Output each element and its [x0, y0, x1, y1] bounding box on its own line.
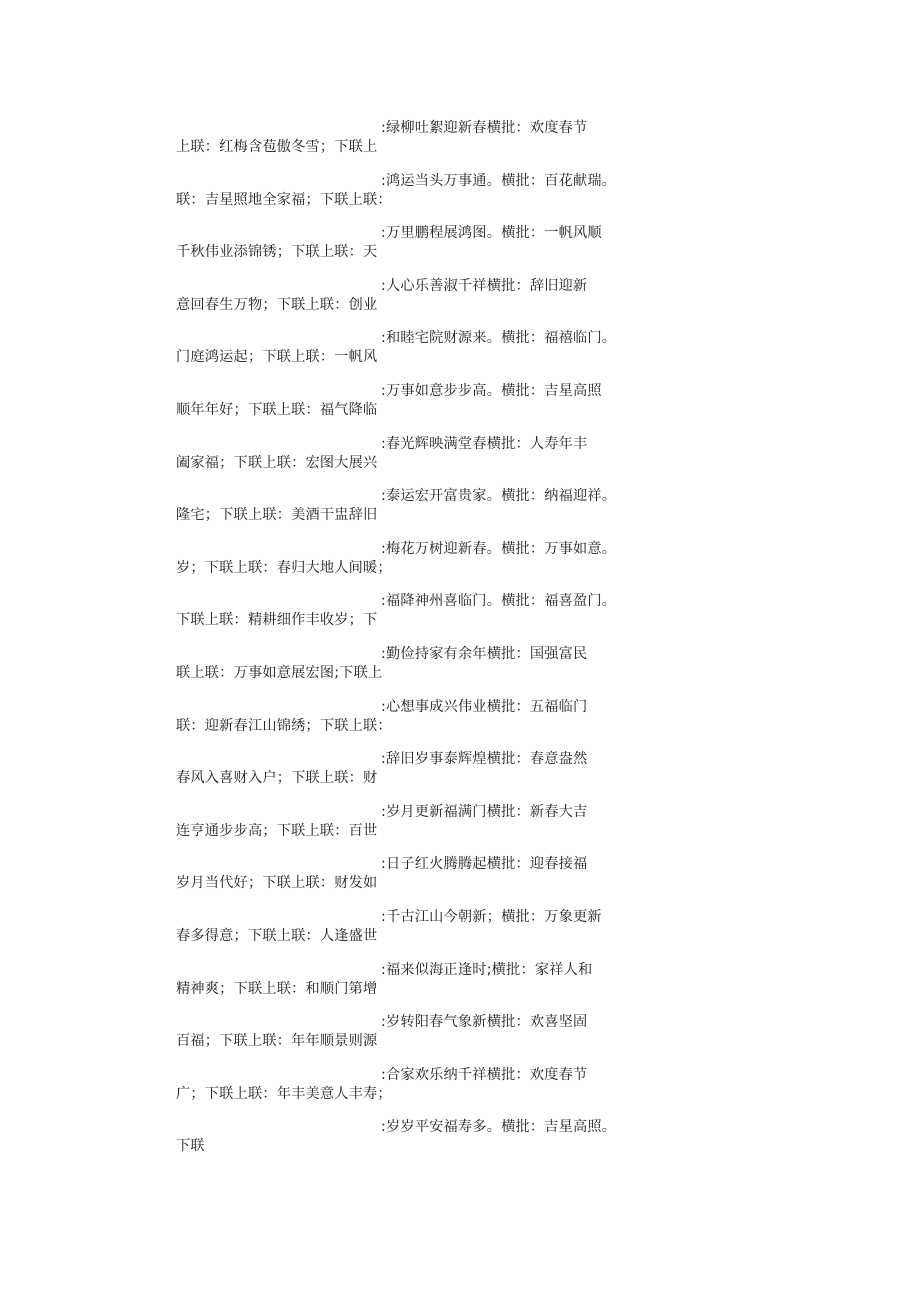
- left-column-line: 上联：红梅含苞傲冬雪；下联上: [176, 139, 378, 155]
- right-column: [381, 118, 641, 1170]
- left-column-line: 岁；下联上联：春归大地人间暖；: [176, 559, 392, 576]
- right-column-line: :日子红火腾腾起横批：迎春接福: [381, 856, 588, 873]
- right-column-line: :春光辉映满堂春横批：人寿年丰: [381, 435, 588, 452]
- left-column-line: 春风入喜财入户；下联上联：财: [176, 770, 378, 787]
- right-column-line: :岁岁平安福寿多。横批：吉星高照。: [381, 1119, 617, 1136]
- left-column-line: 联上联：万事如意展宏图;下联上: [176, 664, 383, 681]
- left-column-line: 春多得意；下联上联：人逢盛世: [176, 927, 378, 944]
- left-column-line: 顺年年好；下联上联：福气降临: [176, 401, 378, 418]
- right-column-line: :合家欢乐纳千祥横批：欢度春节: [381, 1066, 588, 1083]
- left-column-line: 隆宅；下联上联：美酒干盅辞旧: [176, 507, 378, 524]
- left-column-line: 岁月当代好；下联上联：财发如: [176, 875, 378, 892]
- right-column-line: :福降神州喜临门。横批：福喜盈门。: [381, 593, 617, 610]
- left-column-line: 阖家福；下联上联：宏图大展兴: [176, 454, 378, 471]
- left-column-line: 门庭鸿运起；下联上联：一帆风: [176, 349, 378, 366]
- left-column-line: 百福；下联上联：年年顺景则源: [176, 1033, 378, 1050]
- right-column-line: :万事如意步步高。横批：吉星高照: [381, 382, 602, 399]
- left-column-line: 联：迎新春江山锦绣；下联上联：: [176, 717, 392, 734]
- left-column-line: 连亨通步步高；下联上联：百世: [176, 822, 378, 839]
- left-column: [176, 137, 392, 1189]
- right-column-line: :泰运宏开富贵家。横批：纳福迎祥。: [381, 488, 617, 505]
- right-column-line: :人心乐善淑千祥横批：辞旧迎新: [381, 277, 588, 294]
- right-column-line: :和睦宅院财源来。横批：福禧临门。: [381, 330, 617, 347]
- right-column-line: :勤俭持家有余年横批：国强富民: [381, 645, 588, 662]
- right-column-line: :心想事成兴伟业横批：五福临门: [381, 698, 588, 715]
- left-column-line: 意回春生万物；下联上联：创业: [176, 296, 378, 313]
- right-column-line: :岁转阳春气象新横批：欢喜坚固: [381, 1014, 588, 1031]
- left-column-line: 联：吉星照地全家福；下联上联：: [176, 191, 392, 208]
- left-column-line: 精神爽；下联上联：和顺门第增: [176, 980, 378, 997]
- right-column-line: :福来似海正逢时;横批：家祥人和: [381, 961, 593, 978]
- right-column-line: :千古江山今朝新；横批：万象更新: [381, 908, 602, 925]
- left-column-line: 千秋伟业添锦锈；下联上联：天: [176, 244, 378, 261]
- right-column-line: :岁月更新福满门横批：新春大吉: [381, 803, 588, 820]
- left-column-line: 下联: [176, 1138, 205, 1155]
- left-column-line: 下联上联：精耕细作丰收岁；下: [176, 612, 378, 629]
- right-column-line: :万里鹏程展鸿图。横批：一帆风顺: [381, 225, 602, 242]
- left-column-line: 广；下联上联：年丰美意人丰寿；: [176, 1085, 392, 1102]
- right-column-line: :梅花万树迎新春。横批：万事如意。: [381, 540, 617, 557]
- right-column-line: :绿柳吐絮迎新春横批：欢度春节: [381, 120, 588, 136]
- right-column-line: :辞旧岁事泰辉煌横批：春意盎然: [381, 751, 588, 768]
- right-column-line: :鸿运当头万事通。横批：百花献瑞。: [381, 172, 617, 189]
